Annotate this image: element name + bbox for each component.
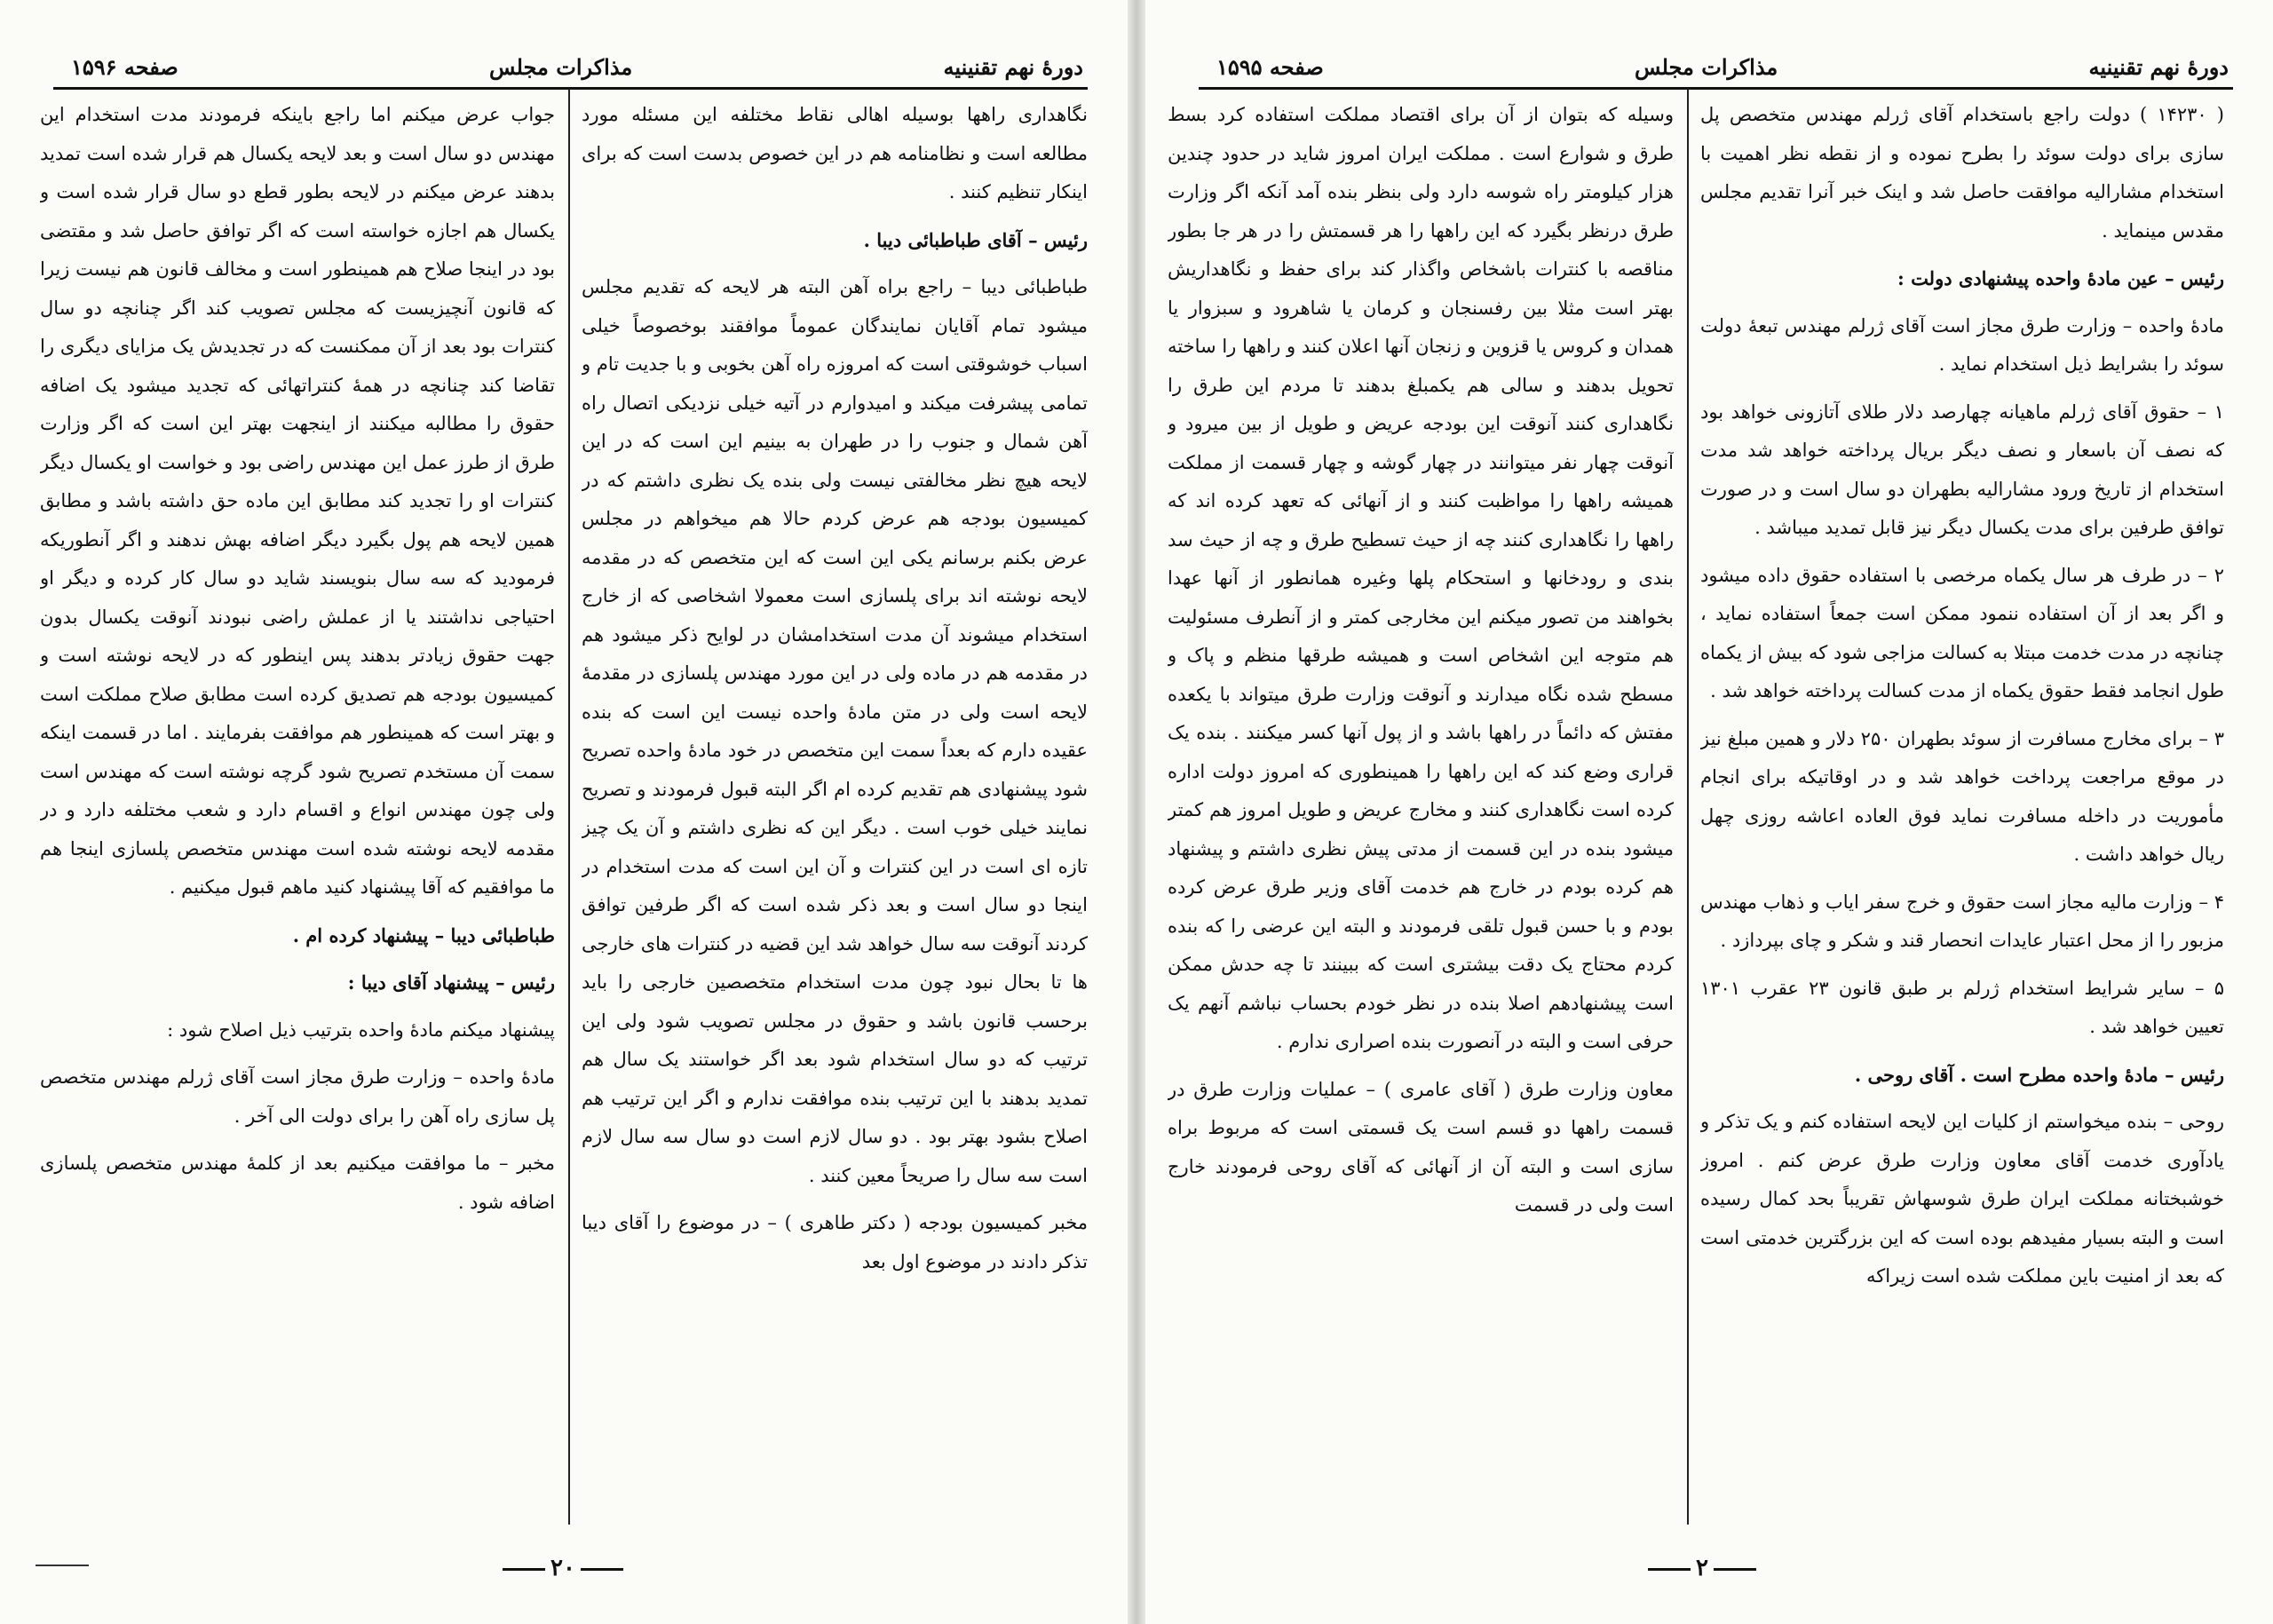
paragraph: نگاهداری راهها بوسیله اهالی نقاط مختلفه این مسئله مورد مطالعه است و نظامنامه هم در این خصوص بدست است که برای اینکار تنظیم کنند . xyxy=(582,104,1088,202)
header-rule xyxy=(53,87,1088,90)
paragraph: مخبر – ما موافقت میکنیم بعد از کلمهٔ مهندس متخصص پلسازی اضافه شود . xyxy=(40,1153,555,1213)
paragraph: پیشنهاد میکنم مادهٔ واحده بترتیب ذیل اصلاح شود : xyxy=(167,1018,555,1041)
paragraph: ۲ – در طرف هر سال یکماه مرخصی با استفاده حقوق داده میشود و اگر بعد از آن استفاده ننمود ممکن است جمعاً استفاده نماید ، چنانچه در مدت خدمت مبتلا به کسالت مزاجی شود که بیش از یکماه طول انجامد فقط حقوق یکماه از مدت کسالت پرداخته خواهد شد . xyxy=(1700,564,2224,701)
left-running-head xyxy=(71,51,1083,82)
speaker-line: طباطبائی دیبا – پیشنهاد کرده ام . xyxy=(292,923,555,947)
paragraph: ۳ – برای مخارج مسافرت از سوئد بطهران ۲۵۰ دلار و همین مبلغ نیز در موقع مراجعت پرداخت خواهد شد و در اوقاتیکه برای انجام مأموریت در داخله مسافرت نماید فوق العاده اعاشه روزی چهل ریال خواهد داشت . xyxy=(1700,727,2224,865)
paragraph: مادهٔ واحده – وزارت طرق مجاز است آقای ژرلم مهندس تبعهٔ دولت سوئد را بشرایط ذیل استخدام نماید . xyxy=(1700,314,2224,375)
paragraph: روحی – بنده میخواستم از کلیات این لایحه استفاده کنم و یک تذکر و یادآوری خدمت آقای معاون وزارت طرق عرض کنم . امروز خوشبختانه مملکت ایران طرق شوسهاش تقریباً بحد کمال رسیده است و البته بسیار مفیدهم بوده است که این بزرگترین خدمتی است که بعد از امنیت باین مملکت شده است زیراکه xyxy=(1700,1111,2224,1287)
speaker-line: رئیس – مادهٔ واحده مطرح است . آقای روحی . xyxy=(1854,1063,2224,1086)
session-label: دورهٔ نهم تقنینیه xyxy=(943,53,1083,80)
paragraph: مخبر کمیسیون بودجه ( دکتر طاهری ) – در موضوع را آقای دیبا تذکر دادند در موضوع اول بعد xyxy=(582,1212,1088,1272)
left-page-left-column xyxy=(40,96,555,1526)
page-folio xyxy=(1643,1555,1762,1581)
page-number-label: صفحه ۱۵۹۶ xyxy=(71,53,178,80)
paragraph: ۵ – سایر شرایط استخدام ژرلم بر طبق قانون ۲۳ عقرب ۱۳۰۱ تعیین خواهد شد . xyxy=(1700,977,2224,1037)
journal-title: مذاکرات مجلس xyxy=(1634,53,1778,80)
book-gutter xyxy=(1128,0,1145,1624)
journal-title: مذاکرات مجلس xyxy=(488,53,633,80)
speaker-line: رئیس – پیشنهاد آقای دیبا : xyxy=(347,971,555,994)
paragraph: ۱ – حقوق آقای ژرلم ماهیانه چهارصد دلار طلای آتازونی خواهد بود که نصف آن باسعار و نصف دیگر بریال پرداخته خواهد شد مدت استخدام از تاریخ ورود مشارالیه بطهران دو سال است و در صورت توافق طرفین برای مدت یکسال دیگر نیز قابل تمدید میباشد . xyxy=(1700,400,2224,538)
column-rule xyxy=(568,89,570,1525)
page-folio xyxy=(497,1555,629,1581)
paragraph: طباطبائی دیبا – راجع براه آهن البته هر لایحه که تقدیم مجلس میشود تمام آقایان نمایندگان عموماً موافقند بوخصوصاً خیلی اسباب خوشوقتی است که امروزه راه آهن بخوبی و با جدیت تام و تمامی پیشرفت میکند و امیدوارم در آتیه خیلی نزدیکی اتصال راه آهن شمال و جنوب را در طهران به بینیم این است که در این لایحه هیچ نظر مخالفتی نیست ولی بنده یک نظری داشتم که در کمیسیون بودجه هم عرض کردم حالا هم میخواهم در مجلس عرض بکنم برسانم یکی این است که این متخصص که در مقدمه لایحه نوشته اند برای پلسازی است معمولا اشخاصی که از خارج استخدام میشوند آن مدت استخدامشان در لوایح ذکر میشود هم در مقدمه هم در ماده ولی در این مورد مهندس پلسازی در مقدمهٔ لایحه است ولی در متن مادهٔ واحده نیست این است که بنده عقیده دارم که بعداً سمت این متخصص در خود مادهٔ واحده تصریح شود پیشنهادی هم تقدیم کرده ام اگر البته قبول فرمودند و تصریح نمایند خیلی خوب است . دیگر این که نظری داشتم و آن یک چیز تازه ای است در این کنترات و آن این است که مدت استخدام در اینجا دو سال است و بعد ذکر شده است که اگر طرفین توافق کردند آنوقت سه سال خواهد شد این قضیه در کنترات های خارجی ها تا بحال نبود چون مدت استخدام متخصصین خارجی را باید برحسب قانون باشد و حقوق در مجلس تصویب شود ولی این ترتیب که دو سال استخدام شود بعد اگر خواستند یک سال هم تمدید بدهند با این ترتیب بنده موافقت ندارم و اگر این ترتیب هم اصلاح بشود بهتر بود . دو سال لازم است دو سال سه سال لازم است سه سال را صریحاً معین کنند . xyxy=(582,276,1088,1186)
session-label: دورهٔ نهم تقنینیه xyxy=(2088,53,2229,80)
paragraph: ( ۱۴۲۳۰ ) دولت راجع باستخدام آقای ژرلم مهندس متخصص پل سازی برای دولت سوئد را بطرح نموده و از نقطه نظر اهمیت با استخدام مشارالیه موافقت حاصل شد و اینک خبر آنرا تقدیم مجلس مقدس مینماید . xyxy=(1700,104,2224,242)
speaker-line: رئیس – عین مادهٔ واحده پیشنهادی دولت : xyxy=(1897,267,2224,289)
right-page xyxy=(1145,0,2273,1624)
paragraph: ۴ – وزارت مالیه مجاز است حقوق و خرج سفر ایاب و ذهاب مهندس مزبور را از محل اعتبار عایدات انحصار قند و شکر و چای بپردازد . xyxy=(1700,891,2224,951)
paragraph: جواب عرض میکنم اما راجع باینکه فرمودند مدت استخدام این مهندس دو سال است و بعد لایحه یکسال هم قرار شده است تمدید بدهند عرض میکنم در لایحه بطور قطع دو سال قرار شده است و یکسال هم اجازه خواسته است که اگر توافق حاصل شد و مقتضی بود در اینجا صلاح هم همینطور است و مخالف قانون هم نیست زیرا که قانون آنچیزیست که مجلس تصویب کند اگر چنانچه دو سال کنترات بود بعد از آن ممکنست که در تجدیدش یک مزایای دیگری را تقاضا کند چنانچه در همهٔ کنتراتهائی که تجدید میشود یک اضافه حقوق را مطالبه میکنند از اینجهت بهتر این است که اگر وزارت طرق از طرز عمل این مهندس راضی بود و خواست او یکسال دیگر کنترات او را تجدید کند مطابق این ماده حق داشته باشد و مطابق همین لایحه هم پول بگیرد دیگر اضافه بهش ندهند و اگر آنطوریکه فرمودید که سه سال بنویسند شاید دو سال کار کرده و دیگر او احتیاجی نداشتند یا از عملش راضی نبودند آنوقت یکسال بدون جهت حقوق زیادتر بدهند پس اینطور که در لایحه نوشته است و کمیسیون بودجه هم تصدیق کرده است مطابق صلاح مملکت است و بهتر است که همینطور هم موافقت بفرمایند . اما در قسمت اینکه سمت آن مستخدم تصریح شود گرچه نوشته است که مهندس است ولی چون مهندس انواع و اقسام دارد و شعب مختلفه دارد و در مقدمه لایحه نوشته شده است مهندس متخصص پلسازی اینجا هم ما موافقیم که آقا پیشنهاد کنید ماهم قبول میکنیم . xyxy=(40,104,555,898)
left-page-right-column xyxy=(582,96,1088,1526)
page-number-label: صفحه ۱۵۹۵ xyxy=(1216,53,1324,80)
paragraph: معاون وزارت طرق ( آقای عامری ) – عملیات وزارت طرق در قسمت راهها دو قسم است یک قسمتی است که مربوط براه سازی است و البته آن از آنهائی که آقای روحی فرمودند خارج است ولی در قسمت xyxy=(1168,1078,1674,1216)
right-running-head xyxy=(1216,51,2229,82)
footer-mark xyxy=(36,1565,89,1566)
speaker-line: رئیس – آقای طباطبائی دیبا . xyxy=(863,228,1088,251)
paragraph: وسیله که بتوان از آن برای اقتصاد مملکت استفاده کرد بسط طرق و شوارع است . مملکت ایران امروز شاید در حدود چندین هزار کیلومتر راه شوسه دارد ولی بنظر بنده آمد آنکه اگر وزارت طرق درنظر بگیرد که این راهها را هر قسمتش را در هر جا بطور مناقصه با کنترات باشخاص واگذار کند برای حفظ و نگاهداریش بهتر است مثلا بین رفسنجان و کرمان یا شاهرود و سبزوار یا همدان و کروس یا قزوین و زنجان آنها اعلان کنند و راهها را ساخته تحویل بدهند و سالی هم یکمبلغ بدهند تا مردم این طرق را نگاهداری کنند آنوقت این بودجه عریض و طویل از بین میرود و آنوقت چهار نفر میتوانند در چهار گوشه و چهار قسمت از مملکت همیشه راهها را مواظبت کنند و از آنهائی که تعهد کرده اند که راهها را نگاهداری کنند چه از حیث تسطیح طرق و چه از حیث سد بندی و رودخانها و استحکام پلها وغیره همانطور از آنها عهدا بخواهند من تصور میکنم این مخارجی کمتر و از آنطرف مسئولیت هم متوجه این اشخاص است و همیشه طرقها منظم و پاک و مسطح شده نگاه میدارند و آنوقت وزارت طرق میتواند با یکعده مفتش که دائماً در راهها باشد و از پول آنها کسر میکنند . بنده یک قراری وضع کند که این راهها را همینطوری که امروز دولت اداره کرده است نگاهداری کنند و مخارج عریض و طویل امروز هم کمتر میشود بنده در این قسمت از مدتی پیش نظری داشتم و پیشنهاد هم کرده بودم در خارج هم خدمت آقای وزیر طرق عرض کرده بودم و با حسن قبول تلقی فرمودند و البته این عرضی را که بنده کردم محتاج یک دقت بیشتری است که ببینند تا چه حدش ممکن است پیشنهادهم اصلا بنده در نظر خودم بحساب نباشم آنهم یک حرفی است و البته در آنصورت بنده اصراری ندارم . xyxy=(1168,104,1674,1052)
right-page-right-column xyxy=(1700,96,2224,1526)
folio-number: ۲ xyxy=(1696,1555,1708,1581)
right-page-left-column xyxy=(1168,96,1674,1526)
left-page xyxy=(0,0,1128,1624)
column-rule xyxy=(1687,89,1689,1525)
folio-number: ۲۰ xyxy=(550,1555,575,1581)
paragraph: مادهٔ واحده – وزارت طرق مجاز است آقای ژرلم مهندس متخصص پل سازی راه آهن را برای دولت الی آخر . xyxy=(40,1066,555,1127)
header-rule xyxy=(1199,87,2233,90)
